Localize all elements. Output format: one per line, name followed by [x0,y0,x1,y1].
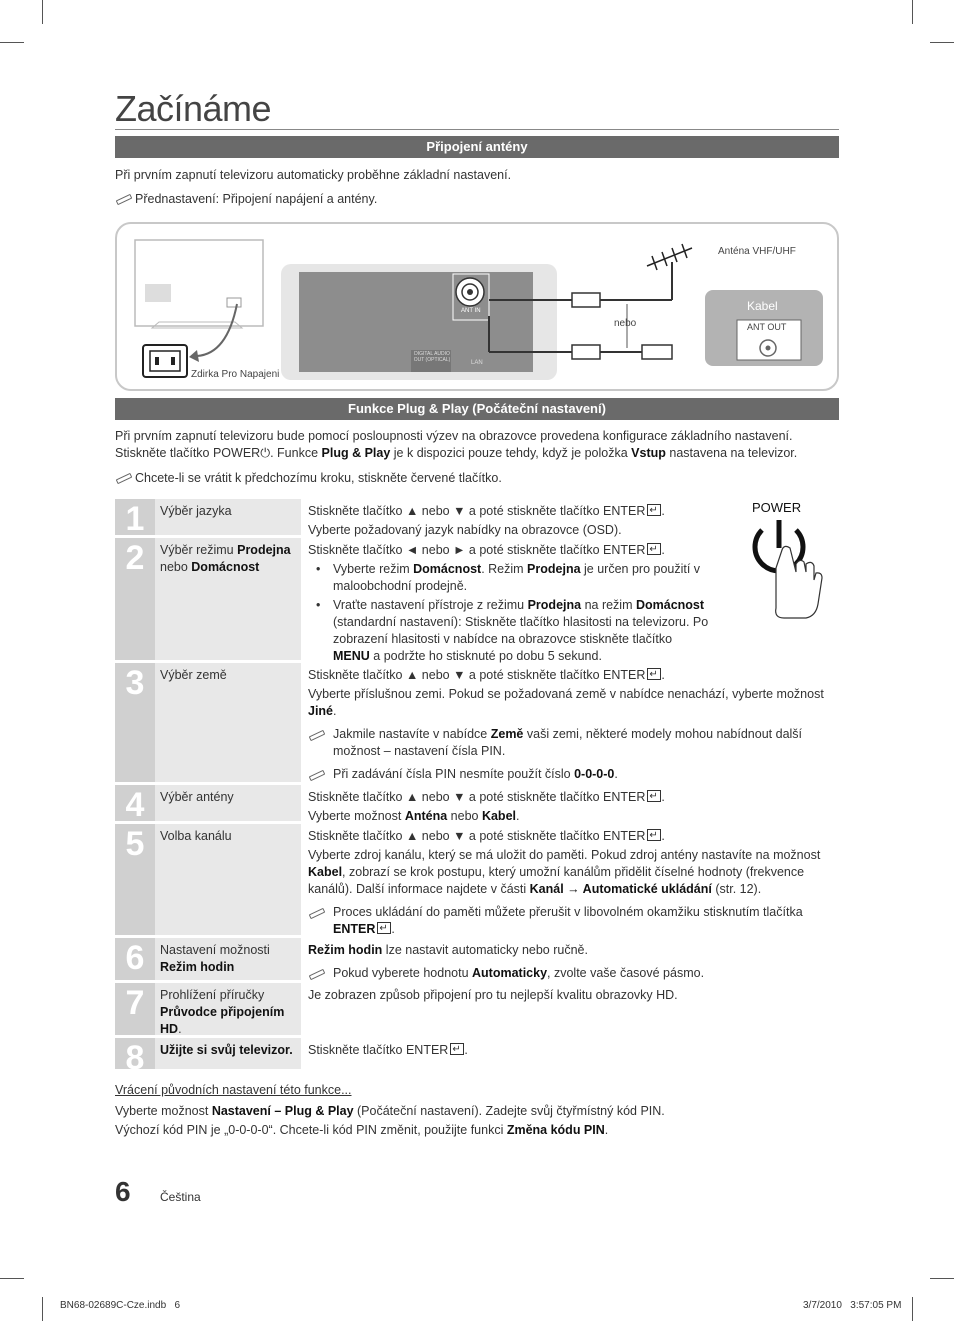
step-4: 4 Výběr antény Stiskněte tlačítko ▲ nebo ▼ a poté stiskněte tlačítko ENTER↵ . Vyberte možnost Anténa nebo Kabel. [115,785,839,821]
page-number: 6 [115,1176,131,1207]
or-label: nebo [614,318,637,329]
crop-mark [0,42,24,43]
section2-paragraph2: Stiskněte tlačítko POWER⏻. Funkce Plug & Play je k dispozici pouze tehdy, když je položka Vstup nastavena na televizor. [115,446,798,460]
antenna-label: Anténa VHF/UHF [718,246,796,257]
note-icon [115,472,131,483]
power-socket-label: Zdirka Pro Napajeni [191,369,280,380]
title-divider [115,129,839,130]
step-5: 5 Volba kanálu Stiskněte tlačítko ▲ nebo ▼ a poté stiskněte tlačítko ENTER↵ . Vyberte zdroj kanálu, který se má uložit do paměti. Pokud zdroj antény nastavíte na možnost Kabel, zobrazí se krok postupu, který umožní kanálům přidělit číselné hodnoty (frekvence kanálů). Další informace najdete v části Kanál → Automatické ukládání (str. 12). Proces ukládání do paměti můžete přerušit v libovolném okamžiku stisknutím tlačítka ENTER↵ . [115,824,839,935]
enter-icon [647,504,661,516]
section2-note: Chcete-li se vrátit k předchozímu kroku, stiskněte červené tlačítko. [115,470,839,487]
section-header-plug-and-play: Funkce Plug & Play (Počáteční nastavení) [115,398,839,420]
page-title: Začínáme [115,88,272,129]
step-6: 6 Nastavení možnosti Režim hodin Režim hodin lze nastavit automaticky nebo ručně. Pokud vyberete hodnotu Automaticky, zvolte vaše časové pásmo. [115,938,839,980]
cable-label: Kabel [747,299,778,313]
note-icon [115,193,131,204]
reset-line-1: Vyberte možnost Nastavení – Plug & Play (Počáteční nastavení). Zadejte svůj čtyřmístný kód PIN. [115,1104,665,1118]
digital-audio-label: DIGITAL AUDIO OUT (OPTICAL) [413,351,451,363]
section-header-antenna: Připojení antény [115,136,839,158]
ant-out-label: ANT OUT [747,322,787,332]
reset-line-2: Výchozí kód PIN je „0-0-0-0“. Chcete-li kód PIN změnit, použijte funkci Změna kódu PIN. [115,1123,609,1137]
enter-icon [450,1043,464,1055]
crop-mark [930,42,954,43]
enter-icon [647,829,661,841]
enter-icon [647,543,661,555]
note-icon [308,729,324,740]
note-icon [308,907,324,918]
crop-mark [0,1278,24,1279]
enter-icon [647,668,661,680]
reset-heading: Vrácení původních nastavení této funkce... [115,1083,352,1097]
footer-timestamp: 3/7/2010 3:57:05 PM [803,1300,902,1311]
list-item: • Vraťte nastavení přístroje z režimu Prodejna na režim Domácnost (standardní nastavení): Stiskněte tlačítko hlasitosti na televizoru. Po zobrazení hlasitosti v nabídce na obrazovce stiskněte tlačítko MENU a podržte ho stisknuté po dobu 5 sekund. [308,597,711,665]
power-label: POWER [752,500,802,515]
enter-icon [647,790,661,802]
step-8: 8 Užijte si svůj televizor. Stiskněte tlačítko ENTER↵ . [115,1038,839,1069]
section1-paragraph: Při prvním zapnutí televizoru automaticky proběhne základní nastavení. [115,168,512,182]
step-3: 3 Výběr země Stiskněte tlačítko ▲ nebo ▼ a poté stiskněte tlačítko ENTER↵ . Vyberte příslušnou zemi. Pokud se požadovaná země v nabídce nenachází, vyberte možnost Jiné. Jakmile nastavíte v nabídce Země vaši zemi, některé modely mohou nabídnout další možnost – nastavení čísla PIN. Při zadávání čísla PIN nesmíte použít číslo 0-0-0-0. [115,663,839,782]
lan-label: LAN [471,360,483,366]
power-symbol-icon: ⏻ [260,446,271,460]
crop-mark [912,0,913,24]
section1-note: Přednastavení: Připojení napájení a antény. [115,191,839,208]
footer-language: Čeština [160,1190,201,1204]
connection-diagram [115,222,839,391]
footer-file: BN68-02689C-Cze.indb 6 [60,1300,181,1311]
step-1: 1 Výběr jazyka Stiskněte tlačítko ▲ nebo ▼ a poté stiskněte tlačítko ENTER↵ . Vyberte požadovaný jazyk nabídky na obrazovce (OSD). [115,499,839,535]
list-item: • Vyberte režim Domácnost. Režim Prodejna je určen pro použití v maloobchodní prodejně. [308,561,711,595]
note-icon [308,769,324,780]
step-7: 7 Prohlížení příručky Průvodce připojením HD. Je zobrazen způsob připojení pro tu nejlepší kvalitu obrazovky HD. [115,983,839,1035]
step-2: 2 Výběr režimu Prodejna nebo Domácnost Stiskněte tlačítko ◄ nebo ► a poté stiskněte tlačítko ENTER↵ . • Vyberte režim Domácnost. Režim Prodejna je určen pro použití v maloobchodní prodejně. • Vraťte nastavení přístroje z režimu Prodejna na režim Domácnost (standardní nastavení): Stiskněte tlačítko hlasitosti na televizoru. Po zobrazení hlasitosti v nabídce na obrazovce stiskněte tlačítko MENU a podržte ho stisknuté po dobu 5 sekund. [115,538,839,660]
power-hand-icon [744,518,834,622]
crop-mark [912,1297,913,1321]
crop-mark [930,1278,954,1279]
crop-mark [42,1297,43,1321]
enter-icon [377,922,391,934]
ant-in-label: ANT IN [461,308,481,314]
section2-paragraph1: Při prvním zapnutí televizoru bude pomocí posloupnosti výzev na obrazovce provedena konfigurace základního nastavení. [115,429,793,443]
crop-mark [42,0,43,24]
note-icon [308,968,324,979]
